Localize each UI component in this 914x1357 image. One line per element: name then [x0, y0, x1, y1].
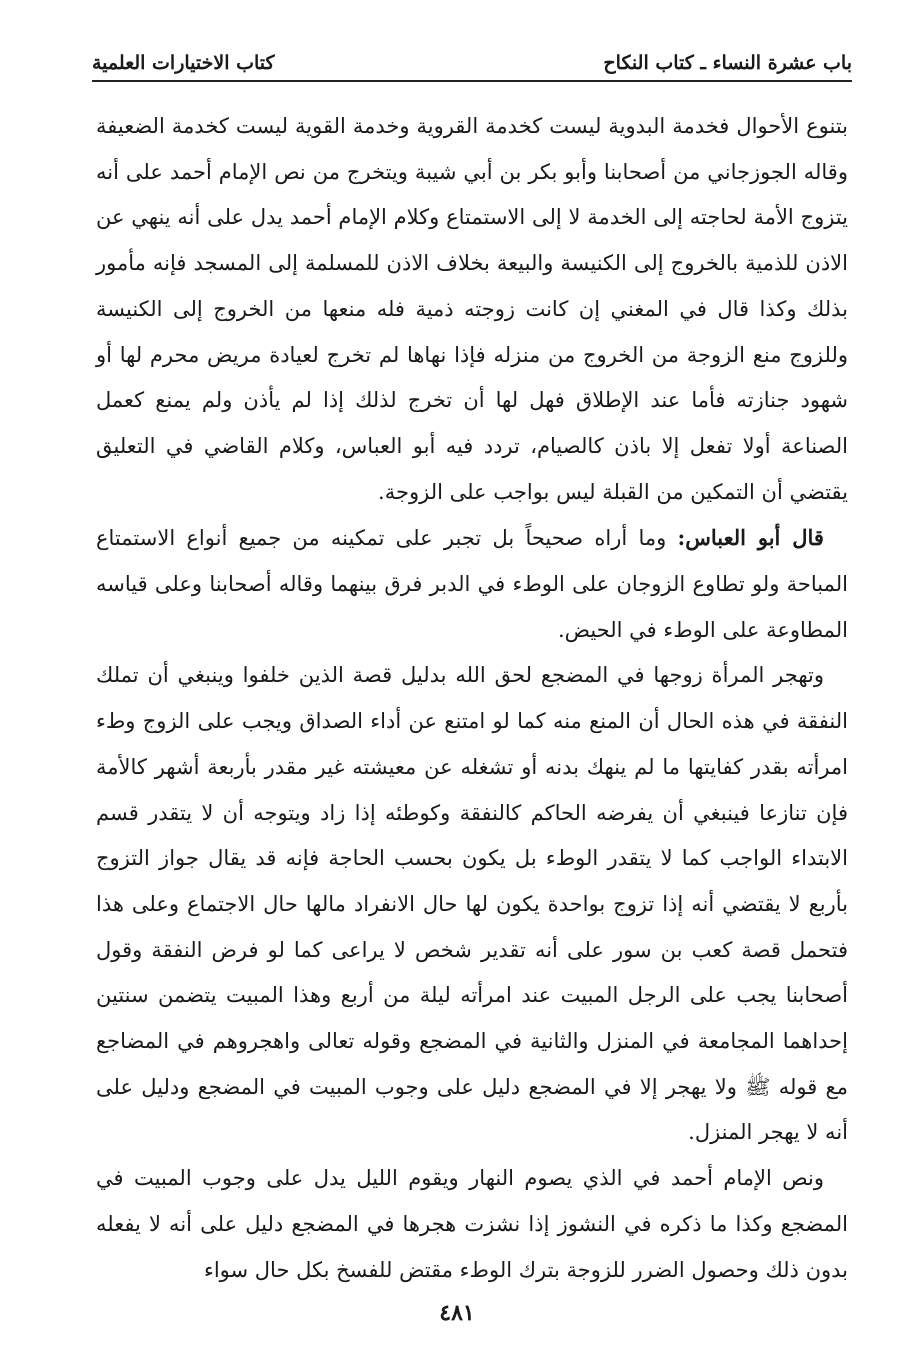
header-book-title: كتاب الاختيارات العلمية [92, 52, 275, 74]
paragraph-3-text: وتهجر المرأة زوجها في المضجع لحق الله بدليل قصة الذين خلفوا وينبغي أن تملك النفقة في هذه الحال أن المنع منه كما لو امتنع عن أداء الصداق ويجب على الزوج وطء امرأته بقدر كفايتها ما لم ينهك بدنه أو تشغله عن معيشته غير مقدر بأربعة أشهر كالأمة فإن تنازعا فينبغي أن يفرضه الحاكم كالنفقة وكوطئه إذا زاد ويتوجه أن لا يتقدر قسم الابتداء الواجب كما لا يتقدر الوطء بل يكون بحسب الحاجة فإنه قد يقال جواز التزوج بأربع لا يقتضي أنه إذا تزوج بواحدة يكون لها حال الانفراد مالها حال الاجتماع وعلى هذا فتحمل قصة كعب بن سور على أنه تقدير شخص لا يراعى كما لو فرض النفقة وقول أصحابنا يجب على الرجل المبيت عند امرأته ليلة من أربع وهذا المبيت يتضمن سنتين إحداهما المجامعة في المنزل والثانية في المضجع وقوله تعالى واهجروهم في المضاجع مع قوله ﷺ ولا يهجر إلا في المضجع دليل على وجوب المبيت في المضجع ودليل على أنه لا يهجر المنزل. [96, 663, 848, 1145]
paragraph-2 [96, 515, 848, 653]
paragraph-4 [96, 1156, 848, 1293]
paragraph-2-text: وما أراه صحيحاً بل تجبر على تمكينه من جميع أنواع الاستمتاع المباحة ولو تطاوع الزوجان على الوطء في الدبر فرق بينهما وقاله أصحابنا وعلى قياسه المطاوعة على الوطء في الحيض. [96, 526, 849, 642]
paragraph-4-text: ونص الإمام أحمد في الذي يصوم النهار ويقوم الليل يدل على وجوب المبيت في المضجع وكذا ما ذكره في النشوز إذا نشزت هجرها في المضجع دليل على أنه لا يفعله بدون ذلك وحصول الضرر للزوجة بترك الوطء مقتض للفسخ بكل حال سواء [96, 1166, 848, 1282]
paragraph-3 [96, 653, 848, 1156]
header-chapter-title: باب عشرة النساء ـ كتاب النكاح [603, 52, 852, 74]
main-text [96, 104, 848, 1293]
paragraph-2-lead: قال أبو العباس: [677, 525, 824, 551]
paragraph-1-text: بتنوع الأحوال فخدمة البدوية ليست كخدمة القروية وخدمة القوية ليست كخدمة الضعيفة وقاله الجوزجاني من أصحابنا وأبو بكر بن أبي شيبة ويتخرج من نص الإمام أحمد على أنه يتزوج الأمة لحاجته إلى الخدمة لا إلى الاستمتاع وكلام الإمام أحمد يدل على أنه ينهي عن الاذن للذمية بالخروج إلى الكنيسة والبيعة بخلاف الاذن للمسلمة إلى المسجد فإنه مأمور بذلك وكذا قال في المغني إن كانت زوجته ذمية فله منعها من الخروج إلى الكنيسة وللزوج منع الزوجة من الخروج من منزله فإذا نهاها لم تخرج لعيادة مريض محرم لها أو شهود جنازته فأما عند الإطلاق فهل لها أن تخرج لذلك إذا لم يأذن ولم يمنع كعمل الصناعة أولا تفعل إلا باذن كالصيام، تردد فيه أبو العباس، وكلام القاضي في التعليق يقتضي أن التمكين من القبلة ليس بواجب على الزوجة. [96, 114, 848, 504]
header-divider [92, 80, 852, 82]
paragraph-1 [96, 104, 848, 515]
running-header [92, 38, 852, 74]
page-number: ٤٨١ [439, 1300, 475, 1326]
